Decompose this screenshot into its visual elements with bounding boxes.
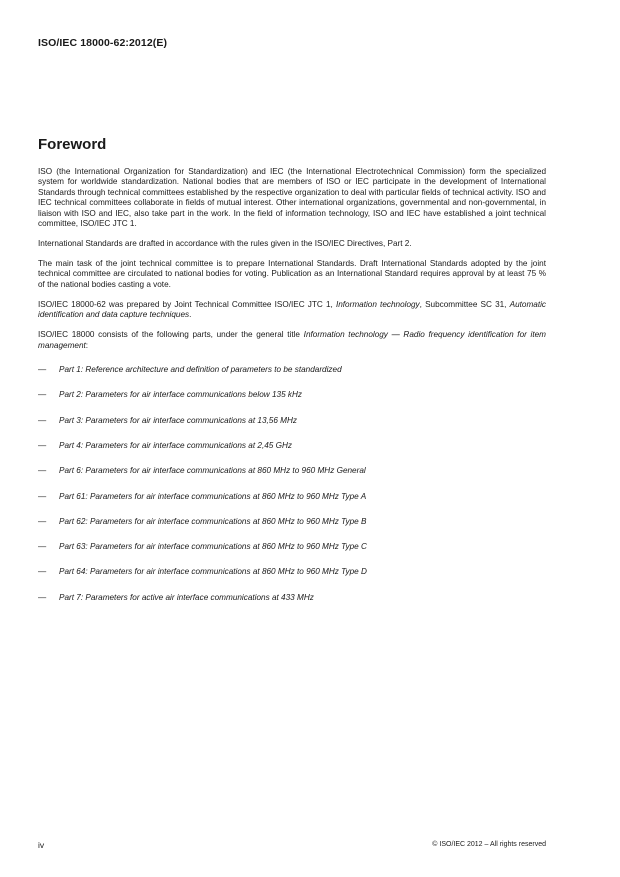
parts-list — [38, 365, 546, 618]
list-item — [38, 517, 546, 542]
part-title: Part 3: Parameters for air interface communications at 13,56 MHz — [59, 415, 297, 425]
part-title: Part 2: Parameters for air interface communications below 135 kHz — [59, 390, 302, 400]
list-item — [38, 466, 546, 491]
part-title: Part 61: Parameters for air interface communications at 860 MHz to 960 MHz Type A — [59, 491, 367, 501]
part-title: Part 6: Parameters for air interface communications at 860 MHz to 960 MHz General — [59, 466, 366, 476]
list-item — [38, 365, 546, 390]
list-item — [38, 441, 546, 466]
dash-bullet: — — [38, 415, 47, 425]
list-item — [38, 542, 546, 567]
part-title: Part 64: Parameters for air interface communications at 860 MHz to 960 MHz Type D — [59, 567, 367, 577]
dash-bullet: — — [38, 390, 47, 400]
copyright-notice: © ISO/IEC 2012 – All rights reserved — [432, 841, 546, 848]
dash-bullet: — — [38, 365, 47, 375]
document-id: ISO/IEC 18000-62:2012(E) — [38, 37, 168, 49]
colon: : — [85, 340, 89, 350]
part-title: Part 1: Reference architecture and definition of parameters to be standardized — [59, 365, 342, 375]
period: . — [189, 310, 192, 320]
parts-intro-text: ISO/IEC 18000 consists of the following parts, under the general title — [38, 330, 304, 340]
paragraph-directives: International Standards are drafted in accordance with the rules given in the ISO/IEC Directives, Part 2. — [38, 239, 412, 249]
dash-bullet: — — [38, 466, 47, 476]
part-title: Part 7: Parameters for active air interface communications at 433 MHz — [59, 592, 314, 602]
paragraph-parts-intro — [38, 330, 546, 351]
dash-bullet: — — [38, 491, 47, 501]
dash-bullet: — — [38, 542, 47, 552]
paragraph-organizations: ISO (the International Organization for Standardization) and IEC (the International Electrotechnical Commission) form the specialized system for worldwide standardization. National bodies that are members of ISO or IEC participate in the development of International Standards through technical committees established by the respective organization to deal with particular fields of technical activity. ISO and IEC technical committees collaborate in fields of mutual interest. Other international organizations, governmental and non-governmental, in liaison with ISO and IEC, also take part in the work. In the field of information technology, ISO and IEC have established a joint technical committee, ISO/IEC JTC 1. — [38, 167, 546, 229]
committee-title: Information technology — [335, 299, 420, 309]
part-title: Part 4: Parameters for air interface communications at 2,45 GHz — [59, 440, 292, 450]
list-item — [38, 492, 546, 517]
subcommittee-title: Automatic identification and data capture techniques — [38, 299, 547, 320]
part-title: Part 62: Parameters for air interface communications at 860 MHz to 960 MHz Type B — [59, 516, 367, 526]
dash-bullet: — — [38, 516, 47, 526]
paragraph-prepared-by — [38, 300, 546, 321]
general-title: Information technology — Radio frequency identification for item management — [38, 330, 546, 350]
list-item — [38, 567, 546, 592]
page-number: iv — [38, 840, 45, 850]
list-item — [38, 593, 546, 618]
foreword-body — [38, 167, 546, 618]
part-title: Part 63: Parameters for air interface communications at 860 MHz to 960 MHz Type C — [59, 542, 367, 552]
dash-bullet: — — [38, 592, 47, 602]
prepared-by-text: ISO/IEC 18000-62 was prepared by Joint Technical Committee ISO/IEC JTC 1, — [38, 299, 336, 309]
dash-bullet: — — [38, 567, 47, 577]
list-item — [38, 390, 546, 415]
subcommittee-text: , Subcommittee SC 31, — [419, 299, 510, 309]
paragraph-committee-task: The main task of the joint technical committee is to prepare International Standards. Draft International Standards adopted by the joint technical committee are circulated to national bodies for voting. Publication as an International Standard requires approval by at least 75 % of the national bodies casting a vote. — [38, 259, 546, 289]
list-item — [38, 416, 546, 441]
dash-bullet: — — [38, 440, 47, 450]
section-title: Foreword — [38, 136, 107, 153]
